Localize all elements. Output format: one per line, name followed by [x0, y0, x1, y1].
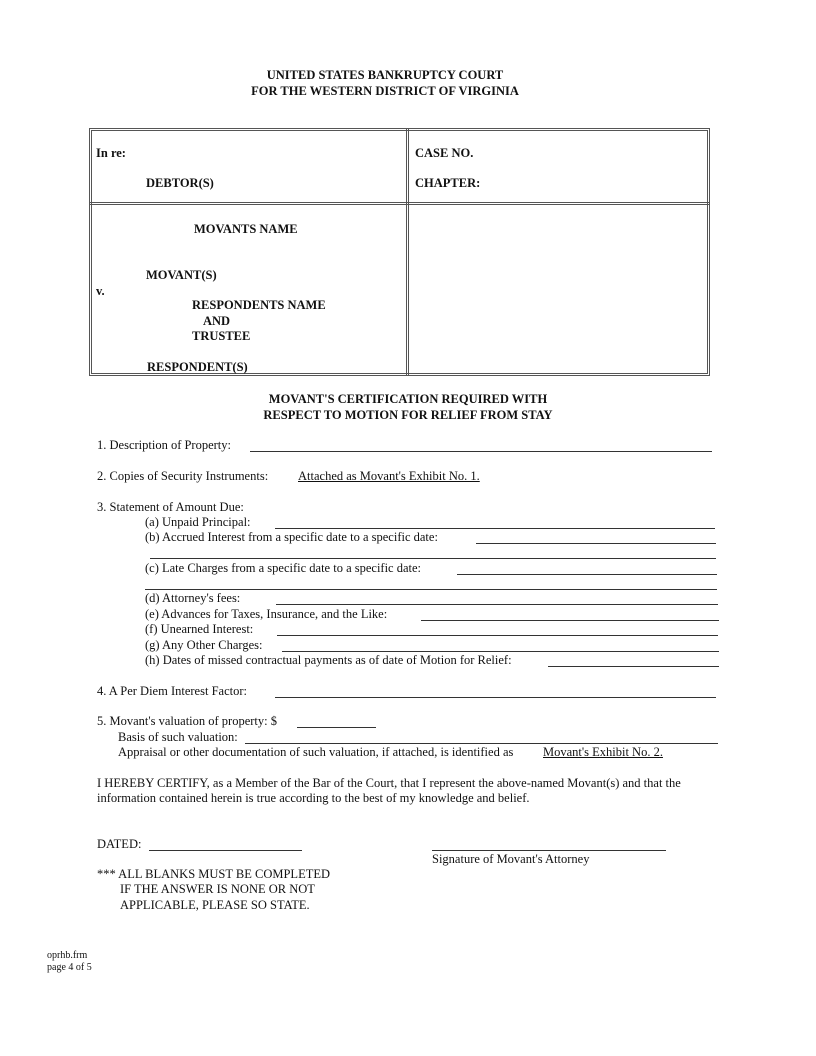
respondents-label: RESPONDENT(S) [147, 360, 248, 374]
basis-field[interactable] [245, 743, 718, 744]
sub-b-label: (b) Accrued Interest from a specific date to a specific date: [145, 530, 438, 544]
movants-name: MOVANTS NAME [194, 222, 298, 236]
unearned-interest-field[interactable] [277, 635, 718, 636]
advances-field[interactable] [421, 620, 719, 621]
movants-label: MOVANT(S) [146, 268, 217, 282]
note-line1: *** ALL BLANKS MUST BE COMPLETED [97, 867, 331, 881]
late-charges-field-continued[interactable] [145, 589, 717, 590]
other-charges-field[interactable] [282, 651, 719, 652]
property-description-field[interactable] [250, 451, 712, 452]
attorney-signature-field[interactable] [432, 850, 666, 851]
sub-h-label: (h) Dates of missed contractual payments as of date of Motion for Relief: [145, 653, 512, 667]
sub-f-label: (f) Unearned Interest: [145, 622, 254, 636]
form-title-line1: MOVANT'S CERTIFICATION REQUIRED WITH [268, 392, 548, 406]
sub-e-label: (e) Advances for Taxes, Insurance, and the Like: [145, 607, 388, 621]
note-line2: IF THE ANSWER IS NONE OR NOT [120, 882, 315, 896]
accrued-interest-field[interactable] [476, 543, 716, 544]
dated-label: DATED: [97, 837, 142, 851]
sub-a-label: (a) Unpaid Principal: [145, 515, 251, 529]
exhibit-1-reference: Attached as Movant's Exhibit No. 1. [298, 469, 480, 483]
dated-field[interactable] [149, 850, 302, 851]
court-district: FOR THE WESTERN DISTRICT OF VIRGINIA [251, 84, 519, 98]
sub-c-label: (c) Late Charges from a specific date to a specific date: [145, 561, 422, 575]
in-re-label: In re: [96, 146, 126, 160]
item-3-label: 3. Statement of Amount Due: [97, 500, 244, 514]
item-1-label: 1. Description of Property: [97, 438, 232, 452]
unpaid-principal-field[interactable] [275, 528, 715, 529]
late-charges-field[interactable] [457, 574, 717, 575]
sub-d-label: (d) Attorney's fees: [145, 591, 241, 605]
and-label: AND [203, 314, 231, 328]
respondents-name: RESPONDENTS NAME [192, 298, 326, 312]
caption-table [89, 128, 710, 376]
form-title-line2: RESPECT TO MOTION FOR RELIEF FROM STAY [263, 408, 553, 422]
basis-label: Basis of such valuation: [118, 730, 238, 744]
versus-label: v. [96, 284, 105, 298]
appraisal-text: Appraisal or other documentation of such valuation, if attached, is identified as [118, 745, 514, 759]
trustee-label: TRUSTEE [192, 329, 251, 343]
certify-line1: I HEREBY CERTIFY, as a Member of the Bar of the Court, that I represent the above-named Movant(s) and that the [97, 776, 681, 790]
chapter-label: CHAPTER: [415, 176, 481, 190]
item-5-label: 5. Movant's valuation of property: $ [97, 714, 277, 728]
accrued-interest-field-continued[interactable] [150, 558, 716, 559]
sub-g-label: (g) Any Other Charges: [145, 638, 263, 652]
attorney-signature-label: Signature of Movant's Attorney [432, 852, 590, 866]
note-line3: APPLICABLE, PLEASE SO STATE. [120, 898, 310, 912]
certify-line2: information contained herein is true according to the best of my knowledge and belief. [97, 791, 530, 805]
debtors-label: DEBTOR(S) [146, 176, 214, 190]
per-diem-field[interactable] [275, 697, 716, 698]
item-4-label: 4. A Per Diem Interest Factor: [97, 684, 247, 698]
footer-page-number: page 4 of 5 [47, 962, 92, 973]
case-no-label: CASE NO. [415, 146, 474, 160]
missed-payments-field[interactable] [548, 666, 719, 667]
valuation-amount-field[interactable] [297, 727, 376, 728]
court-name: UNITED STATES BANKRUPTCY COURT [266, 68, 504, 82]
attorney-fees-field[interactable] [276, 604, 718, 605]
item-2-label: 2. Copies of Security Instruments: [97, 469, 269, 483]
caption-row-divider [89, 202, 710, 205]
caption-column-divider [406, 128, 409, 376]
footer-filename: oprhb.frm [47, 950, 88, 961]
exhibit-2-reference: Movant's Exhibit No. 2. [543, 745, 663, 759]
